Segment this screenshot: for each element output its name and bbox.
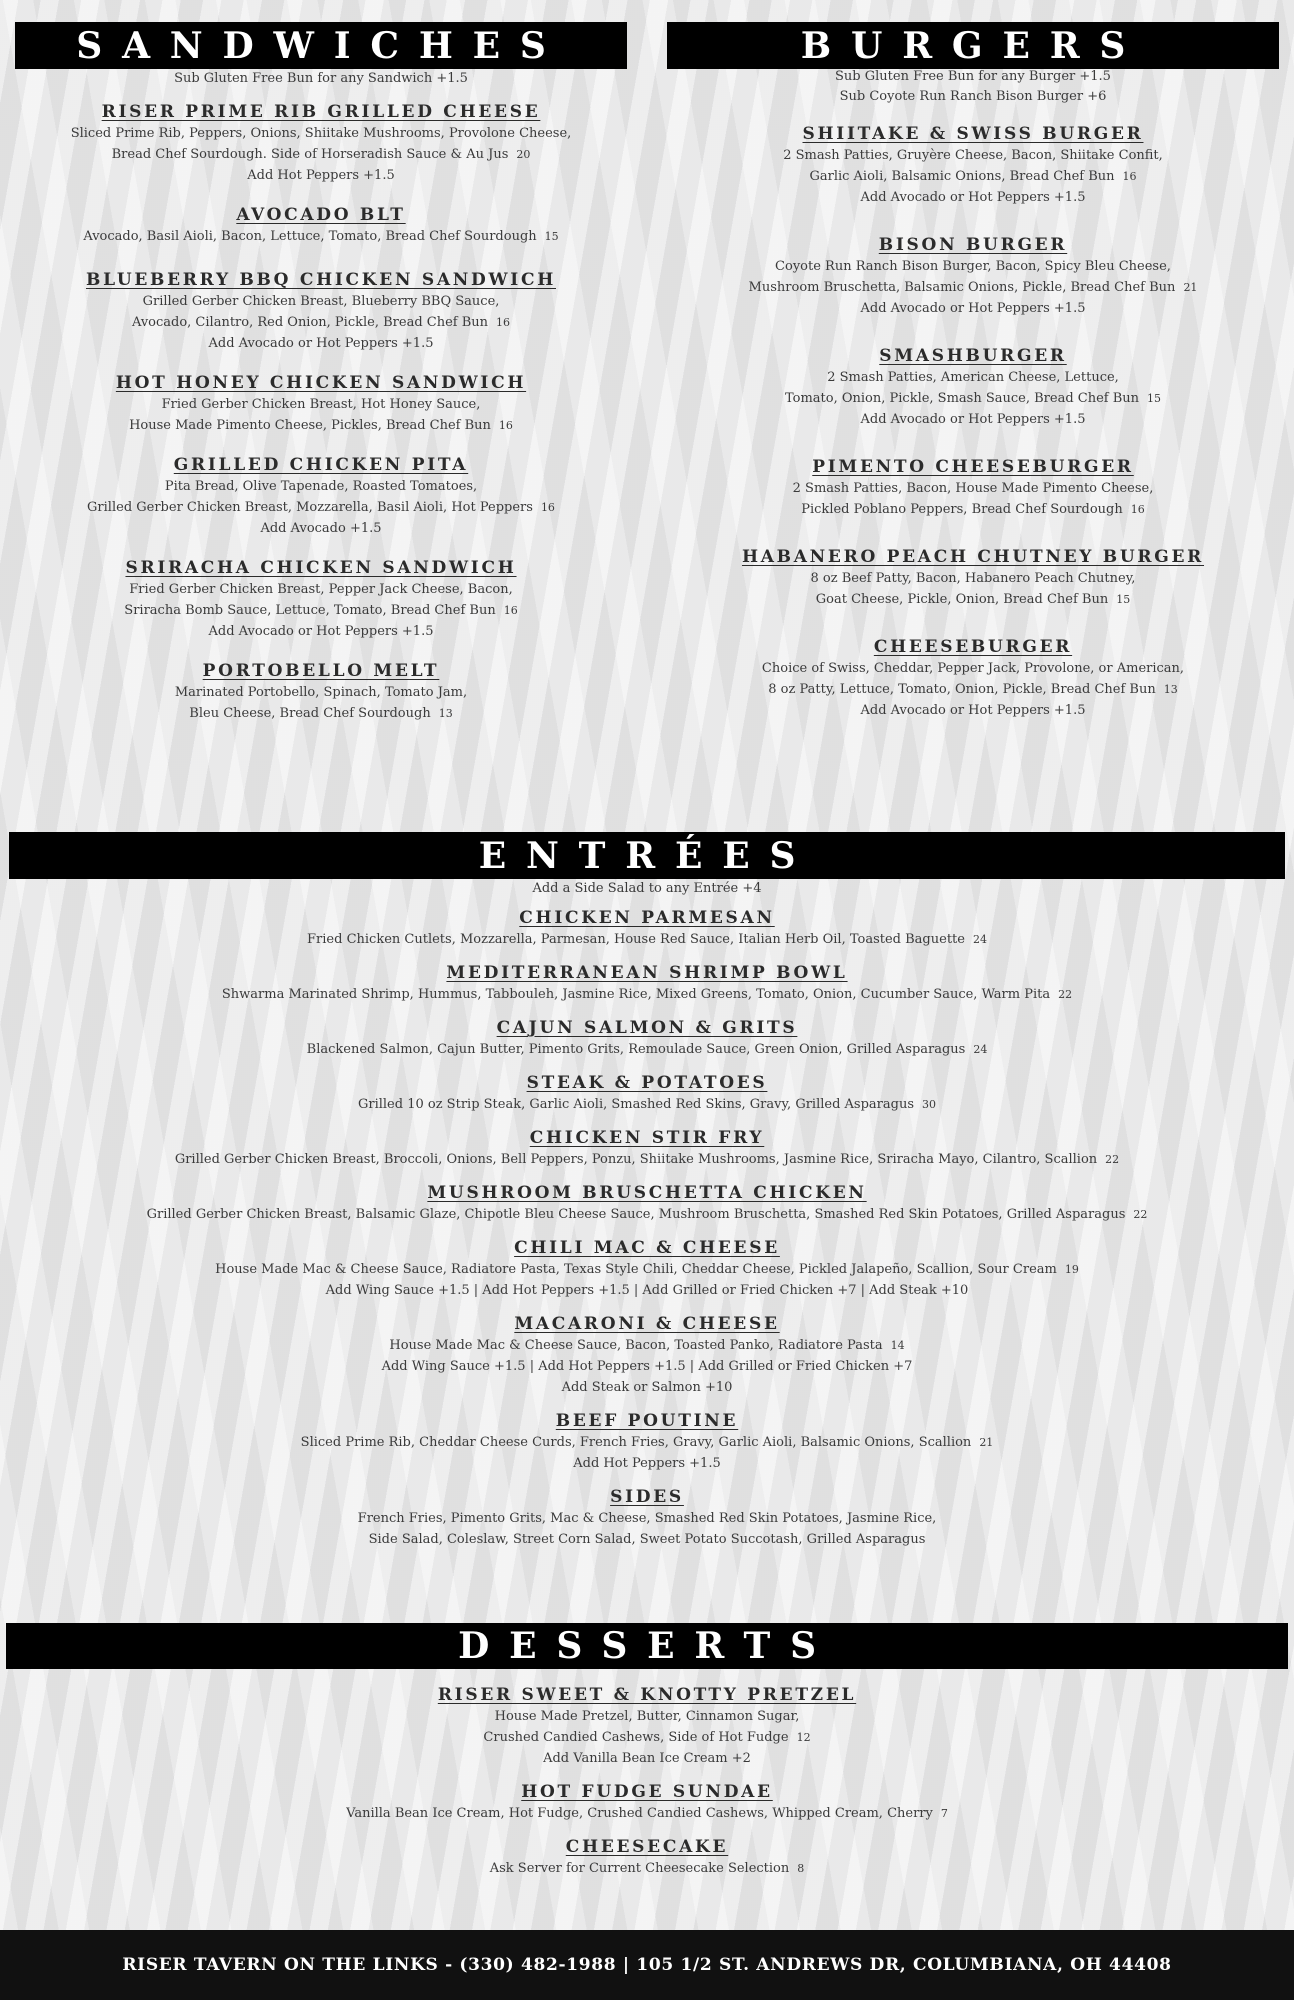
menu-item (9, 1237, 1285, 1301)
item-description: Sliced Prime Rib, Cheddar Cheese Curds, French Fries, Gravy, Garlic Aioli, Balsamic Onions, Scallion 21 (300, 1435, 994, 1450)
item-price: 19 (1064, 1263, 1079, 1276)
item-addon: Add Wing Sauce +1.5 | Add Hot Peppers +1.5 | Add Grilled or Fried Chicken +7 | Add Steak +10 (325, 1283, 969, 1298)
item-addon: Add Avocado or Hot Peppers +1.5 (860, 703, 1086, 718)
item-name: SRIRACHA CHICKEN SANDWICH (125, 558, 517, 578)
item-price: 16 (498, 419, 513, 432)
item-name: MACARONI & CHEESE (514, 1314, 780, 1334)
menu-item (9, 1410, 1285, 1474)
item-name: RISER PRIME RIB GRILLED CHEESE (101, 102, 541, 122)
menu-item (15, 372, 627, 436)
menu-item (667, 456, 1279, 520)
item-description: French Fries, Pimento Grits, Mac & Cheese, Smashed Red Skin Potatoes, Jasmine Rice, Side Salad, Coleslaw, Street Corn Salad, Sweet Potato Succotash, Grilled Asparagus (357, 1511, 937, 1547)
item-name: BISON BURGER (878, 235, 1068, 255)
item-name: HABANERO PEACH CHUTNEY BURGER (741, 547, 1205, 567)
item-addon: Add Hot Peppers +1.5 (573, 1456, 721, 1471)
menu-item (6, 1836, 1288, 1879)
desserts-banner (6, 1623, 1288, 1669)
item-name: CHEESEBURGER (873, 637, 1073, 657)
item-name: CHICKEN PARMESAN (519, 908, 775, 928)
item-price: 21 (979, 1436, 994, 1449)
item-description: 8 oz Beef Patty, Bacon, Habanero Peach Chutney, Goat Cheese, Pickle, Onion, Bread Chef Bun 15 (810, 571, 1136, 607)
item-description: Marinated Portobello, Spinach, Tomato Jam, Bleu Cheese, Bread Chef Sourdough 13 (174, 685, 468, 721)
burgers-list (667, 123, 1279, 721)
entrees-title: ENTRÉES (478, 834, 816, 877)
item-price: 7 (940, 1807, 948, 1820)
item-addon: Add Wing Sauce +1.5 | Add Hot Peppers +1.5 | Add Grilled or Fried Chicken +7 Add Steak or Salmon +10 (381, 1359, 913, 1395)
menu-item (15, 454, 627, 539)
menu-item (9, 962, 1285, 1005)
item-price: 16 (503, 604, 518, 617)
menu-item (15, 557, 627, 642)
item-description: House Made Mac & Cheese Sauce, Bacon, Toasted Panko, Radiatore Pasta 14 (389, 1338, 905, 1353)
menu-item (667, 546, 1279, 610)
item-price: 22 (1133, 1208, 1148, 1221)
item-description: Choice of Swiss, Cheddar, Pepper Jack, Provolone, or American, 8 oz Patty, Lettuce, Tomato, Onion, Pickle, Bread Chef Bun 13 (761, 661, 1185, 697)
item-name: CHICKEN STIR FRY (529, 1128, 765, 1148)
menu-item (9, 1072, 1285, 1115)
item-price: 8 (797, 1862, 805, 1875)
item-description: 2 Smash Patties, American Cheese, Lettuce, Tomato, Onion, Pickle, Smash Sauce, Bread Chef Bun 15 (784, 370, 1162, 406)
item-price: 15 (544, 230, 559, 243)
item-price: 16 (1130, 503, 1145, 516)
item-price: 22 (1058, 988, 1073, 1001)
item-name: MUSHROOM BRUSCHETTA CHICKEN (427, 1183, 867, 1203)
item-description: Vanilla Bean Ice Cream, Hot Fudge, Crushed Candied Cashews, Whipped Cream, Cherry 7 (346, 1806, 948, 1821)
item-price: 22 (1105, 1153, 1120, 1166)
menu-item (667, 123, 1279, 208)
item-description: Blackened Salmon, Cajun Butter, Pimento Grits, Remoulade Sauce, Green Onion, Grilled Asparagus 24 (306, 1042, 988, 1057)
item-price: 15 (1147, 392, 1162, 405)
menu-item (15, 101, 627, 186)
item-name: CHEESECAKE (565, 1837, 729, 1857)
sandwiches-banner (15, 22, 627, 69)
menu-item (667, 234, 1279, 319)
item-description: 2 Smash Patties, Bacon, House Made Pimento Cheese, Pickled Poblano Peppers, Bread Chef Sourdough 16 (792, 481, 1154, 517)
menu-item (9, 1486, 1285, 1550)
burgers-section (667, 67, 1279, 721)
menu-item (6, 1684, 1288, 1769)
item-addon: Add Avocado or Hot Peppers +1.5 (208, 336, 434, 351)
item-description: Sliced Prime Rib, Peppers, Onions, Shiitake Mushrooms, Provolone Cheese, Bread Chef Sourdough. Side of Horseradish Sauce & Au Jus 20 (70, 126, 572, 162)
item-price: 30 (922, 1098, 937, 1111)
entrees-banner (9, 832, 1285, 879)
item-price: 20 (516, 148, 531, 161)
entrees-note: Add a Side Salad to any Entrée +4 (532, 881, 762, 896)
item-price: 15 (1116, 593, 1131, 606)
menu-item (9, 1182, 1285, 1225)
item-price: 21 (1183, 281, 1198, 294)
item-name: HOT FUDGE SUNDAE (521, 1782, 773, 1802)
menu-item (9, 1017, 1285, 1060)
item-name: SHIITAKE & SWISS BURGER (802, 124, 1144, 144)
item-addon: Add Avocado or Hot Peppers +1.5 (860, 190, 1086, 205)
item-description: Fried Gerber Chicken Breast, Hot Honey Sauce, House Made Pimento Cheese, Pickles, Bread Chef Bun 16 (129, 397, 513, 433)
item-description: Avocado, Basil Aioli, Bacon, Lettuce, Tomato, Bread Chef Sourdough 15 (83, 229, 559, 244)
item-addon: Add Avocado or Hot Peppers +1.5 (860, 301, 1086, 316)
item-name: BEEF POUTINE (555, 1411, 739, 1431)
item-description: 2 Smash Patties, Gruyère Cheese, Bacon, Shiitake Confit, Garlic Aioli, Balsamic Onions, Bread Chef Bun 16 (783, 148, 1163, 184)
item-name: AVOCADO BLT (236, 205, 406, 225)
item-description: Grilled Gerber Chicken Breast, Blueberry BBQ Sauce, Avocado, Cilantro, Red Onion, Pickle, Bread Chef Bun 16 (131, 294, 511, 330)
menu-item (15, 204, 627, 247)
menu-item (667, 636, 1279, 721)
entrees-section (9, 879, 1285, 1550)
item-description: House Made Mac & Cheese Sauce, Radiatore Pasta, Texas Style Chili, Cheddar Cheese, Pickled Jalapeño, Scallion, Sour Cream 19 (215, 1262, 1079, 1277)
item-addon: Add Avocado +1.5 (260, 521, 382, 536)
item-name: BLUEBERRY BBQ CHICKEN SANDWICH (85, 270, 556, 290)
item-description: Fried Gerber Chicken Breast, Pepper Jack Cheese, Bacon, Sriracha Bomb Sauce, Lettuce, Tomato, Bread Chef Bun 16 (124, 582, 518, 618)
item-name: SMASHBURGER (879, 346, 1067, 366)
item-description: Coyote Run Ranch Bison Burger, Bacon, Spicy Bleu Cheese, Mushroom Bruschetta, Balsamic Onions, Pickle, Bread Chef Bun 21 (748, 259, 1198, 295)
item-price: 16 (1122, 170, 1137, 183)
item-addon: Add Avocado or Hot Peppers +1.5 (860, 412, 1086, 427)
item-price: 24 (973, 1043, 988, 1056)
item-description: Fried Chicken Cutlets, Mozzarella, Parmesan, House Red Sauce, Italian Herb Oil, Toasted Baguette 24 (307, 932, 987, 947)
item-description: Grilled 10 oz Strip Steak, Garlic Aioli, Smashed Red Skins, Gravy, Grilled Asparagus 30 (357, 1097, 937, 1112)
menu-item (9, 1313, 1285, 1398)
desserts-section (6, 1684, 1288, 1879)
item-name: MEDITERRANEAN SHRIMP BOWL (446, 963, 848, 983)
item-description: House Made Pretzel, Butter, Cinnamon Sugar, Crushed Candied Cashews, Side of Hot Fudge 12 (483, 1709, 811, 1745)
burgers-banner (667, 22, 1279, 69)
item-description: Grilled Gerber Chicken Breast, Balsamic Glaze, Chipotle Bleu Cheese Sauce, Mushroom Bruschetta, Smashed Red Skin Potatoes, Grilled Asparagus 22 (146, 1207, 1148, 1222)
item-description: Ask Server for Current Cheesecake Selection 8 (489, 1861, 805, 1876)
menu-item (9, 907, 1285, 950)
burgers-note: Sub Gluten Free Bun for any Burger +1.5 Sub Coyote Run Ranch Bison Burger +6 (835, 69, 1111, 104)
item-description: Pita Bread, Olive Tapenade, Roasted Tomatoes, Grilled Gerber Chicken Breast, Mozzarella, Basil Aioli, Hot Peppers 16 (87, 479, 555, 515)
item-name: PORTOBELLO MELT (202, 661, 440, 681)
menu-item (667, 345, 1279, 430)
item-price: 24 (972, 933, 987, 946)
sandwiches-list (15, 101, 627, 724)
menu-item (15, 269, 627, 354)
item-description: Grilled Gerber Chicken Breast, Broccoli, Onions, Bell Peppers, Ponzu, Shiitake Mushrooms, Jasmine Rice, Sriracha Mayo, Cilantro, Scallion 22 (174, 1152, 1120, 1167)
sandwiches-title: SANDWICHES (76, 24, 566, 67)
menu-item (9, 1127, 1285, 1170)
item-description: Shwarma Marinated Shrimp, Hummus, Tabbouleh, Jasmine Rice, Mixed Greens, Tomato, Onion, Cucumber Sauce, Warm Pita 22 (221, 987, 1073, 1002)
item-name: PIMENTO CHEESEBURGER (812, 457, 1134, 477)
item-price: 13 (438, 707, 453, 720)
sandwiches-section (15, 69, 627, 724)
item-name: SIDES (610, 1487, 684, 1507)
item-name: RISER SWEET & KNOTTY PRETZEL (437, 1685, 857, 1705)
item-name: CHILI MAC & CHEESE (514, 1238, 780, 1258)
burgers-title: BURGERS (800, 24, 1146, 67)
item-price: 13 (1163, 683, 1178, 696)
item-name: GRILLED CHICKEN PITA (173, 455, 469, 475)
item-price: 12 (796, 1731, 811, 1744)
item-price: 14 (890, 1339, 905, 1352)
sandwiches-note: Sub Gluten Free Bun for any Sandwich +1.5 (174, 71, 468, 86)
desserts-title: DESSERTS (458, 1625, 836, 1667)
item-addon: Add Avocado or Hot Peppers +1.5 (208, 624, 434, 639)
item-price: 16 (540, 501, 555, 514)
item-addon: Add Vanilla Bean Ice Cream +2 (543, 1751, 751, 1766)
menu-item (6, 1781, 1288, 1824)
item-addon: Add Hot Peppers +1.5 (247, 168, 395, 183)
footer-bar (0, 1930, 1294, 2000)
footer-contact-info: RISER TAVERN ON THE LINKS - (330) 482-1988 | 105 1/2 ST. ANDREWS DR, COLUMBIANA, OH 44408 (122, 1955, 1172, 1975)
item-name: STEAK & POTATOES (526, 1073, 768, 1093)
entrees-list (9, 907, 1285, 1550)
item-name: HOT HONEY CHICKEN SANDWICH (115, 373, 527, 393)
item-price: 16 (496, 316, 511, 329)
menu-item (15, 660, 627, 724)
item-name: CAJUN SALMON & GRITS (496, 1018, 798, 1038)
